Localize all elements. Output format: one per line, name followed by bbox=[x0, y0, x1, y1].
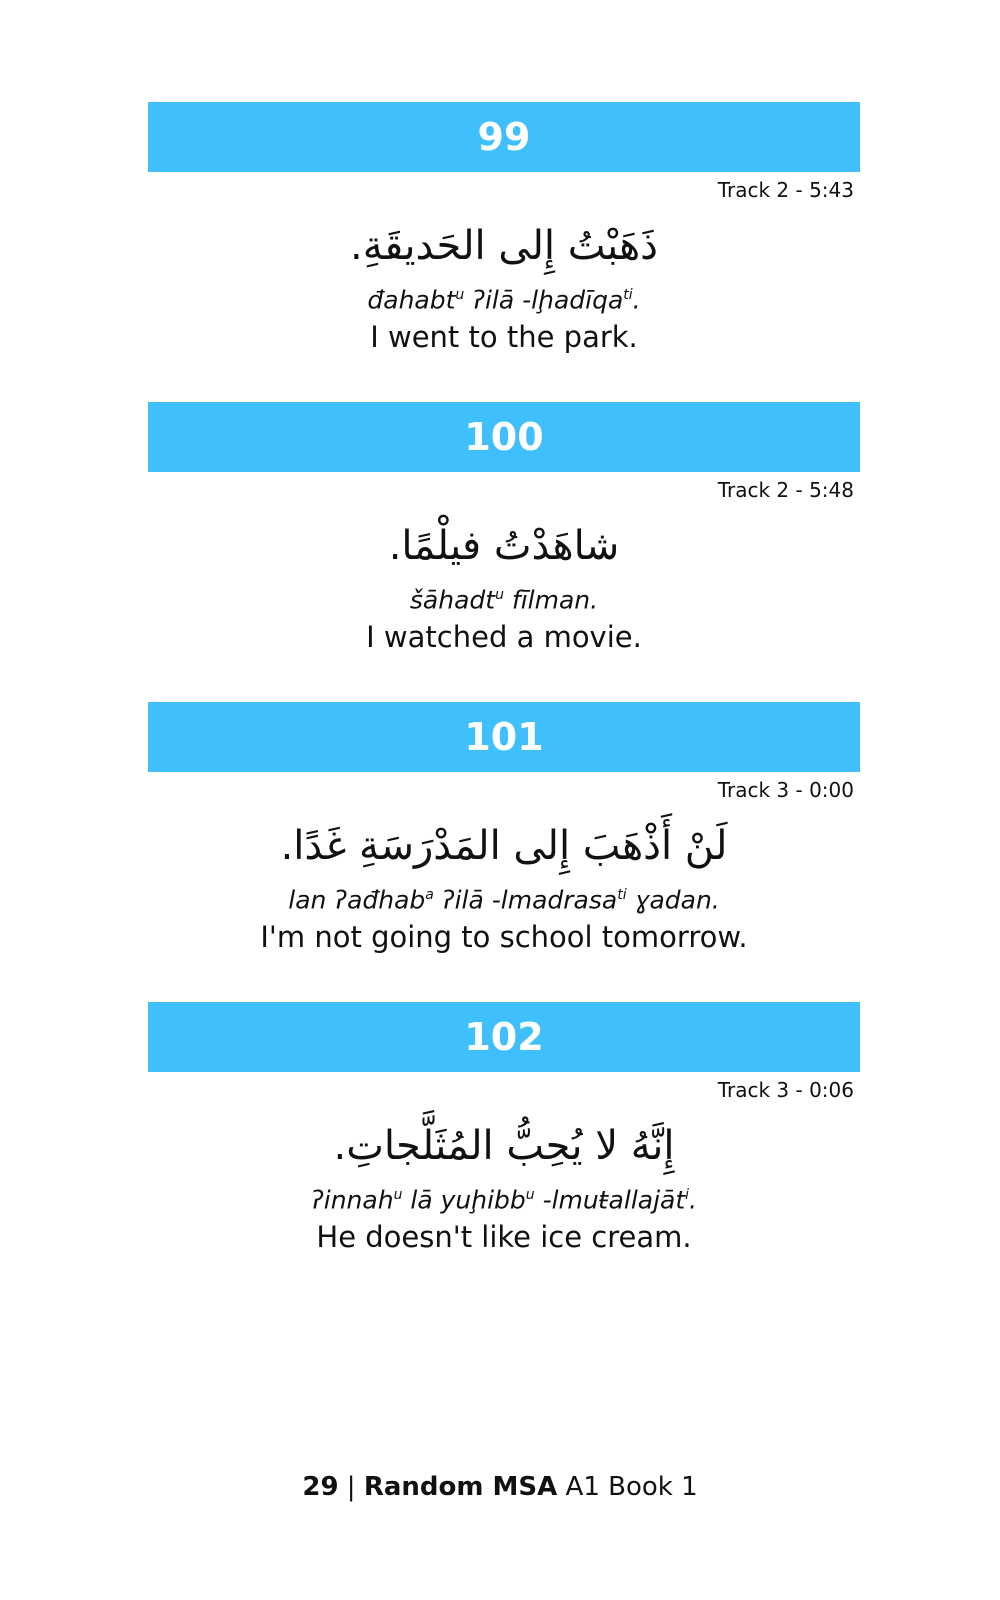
audio-track-label: Track 3 - 0:00 bbox=[717, 778, 854, 802]
english-translation: I watched a movie. bbox=[366, 620, 642, 655]
arabic-sentence: ذَهَبْتُ إِلى الحَديقَةِ. bbox=[350, 223, 658, 269]
transliteration-text: -lmuŧallajāt bbox=[534, 1185, 686, 1215]
transliteration-case-ending: u bbox=[495, 587, 504, 603]
english-translation: He doesn't like ice cream. bbox=[316, 1220, 692, 1255]
transliteration-text: lan ʔađhab bbox=[288, 885, 426, 915]
transliteration-case-ending: u bbox=[525, 1187, 535, 1203]
transliteration-text: fīlman. bbox=[503, 585, 599, 615]
phrase-number-banner: 100 bbox=[148, 402, 860, 472]
phrase-number-banner: 102 bbox=[148, 1002, 860, 1072]
phrase-entry bbox=[148, 1002, 860, 1257]
book-series: Random MSA bbox=[363, 1472, 558, 1502]
phrase-number-banner: 101 bbox=[148, 702, 860, 772]
english-translation: I went to the park. bbox=[370, 320, 638, 355]
phrase-entry bbox=[148, 102, 860, 357]
book-level: A1 Book 1 bbox=[557, 1472, 698, 1502]
transliteration-text: šāhadt bbox=[409, 585, 496, 615]
audio-track-label: Track 2 - 5:48 bbox=[717, 478, 854, 502]
transliteration bbox=[148, 878, 860, 917]
footer-separator: | bbox=[338, 1472, 364, 1502]
arabic-sentence: شاهَدْتُ فيلْمًا. bbox=[388, 523, 620, 569]
phrase-number-banner: 99 bbox=[148, 102, 860, 172]
transliteration-text: lā yuḩibb bbox=[402, 1185, 526, 1215]
transliteration-text: đahabt bbox=[367, 285, 456, 315]
transliteration bbox=[148, 278, 860, 317]
transliteration-text: ɣadan. bbox=[626, 885, 720, 915]
transliteration-text: ʔinnah bbox=[311, 1185, 394, 1215]
transliteration-text: . bbox=[689, 1185, 697, 1215]
transliteration bbox=[148, 1178, 860, 1217]
transliteration-case-ending: u bbox=[393, 1187, 403, 1203]
english-translation: I'm not going to school tomorrow. bbox=[260, 920, 748, 955]
transliteration-text: ʔilā -lmadrasa bbox=[433, 885, 618, 915]
arabic-sentence: إِنَّهُ لا يُحِبُّ المُثَلَّجاتِ. bbox=[333, 1123, 675, 1169]
transliteration bbox=[148, 578, 860, 617]
transliteration-text: . bbox=[632, 285, 641, 315]
phrase-entry bbox=[148, 402, 860, 657]
transliteration-text: ʔilā -lḩadīqa bbox=[464, 285, 624, 315]
transliteration-case-ending: ti bbox=[617, 887, 627, 903]
audio-track-label: Track 2 - 5:43 bbox=[717, 178, 854, 202]
audio-track-label: Track 3 - 0:06 bbox=[717, 1078, 854, 1102]
arabic-sentence: لَنْ أَذْهَبَ إِلى المَدْرَسَةِ غَدًا. bbox=[280, 823, 728, 869]
transliteration-case-ending: u bbox=[455, 287, 465, 303]
transliteration-case-ending: ti bbox=[623, 287, 633, 303]
page-footer bbox=[0, 1472, 1000, 1502]
phrase-entry bbox=[148, 702, 860, 957]
transliteration-case-ending: i bbox=[685, 1187, 690, 1203]
page-number: 29 bbox=[302, 1472, 339, 1502]
transliteration-case-ending: a bbox=[425, 887, 434, 903]
